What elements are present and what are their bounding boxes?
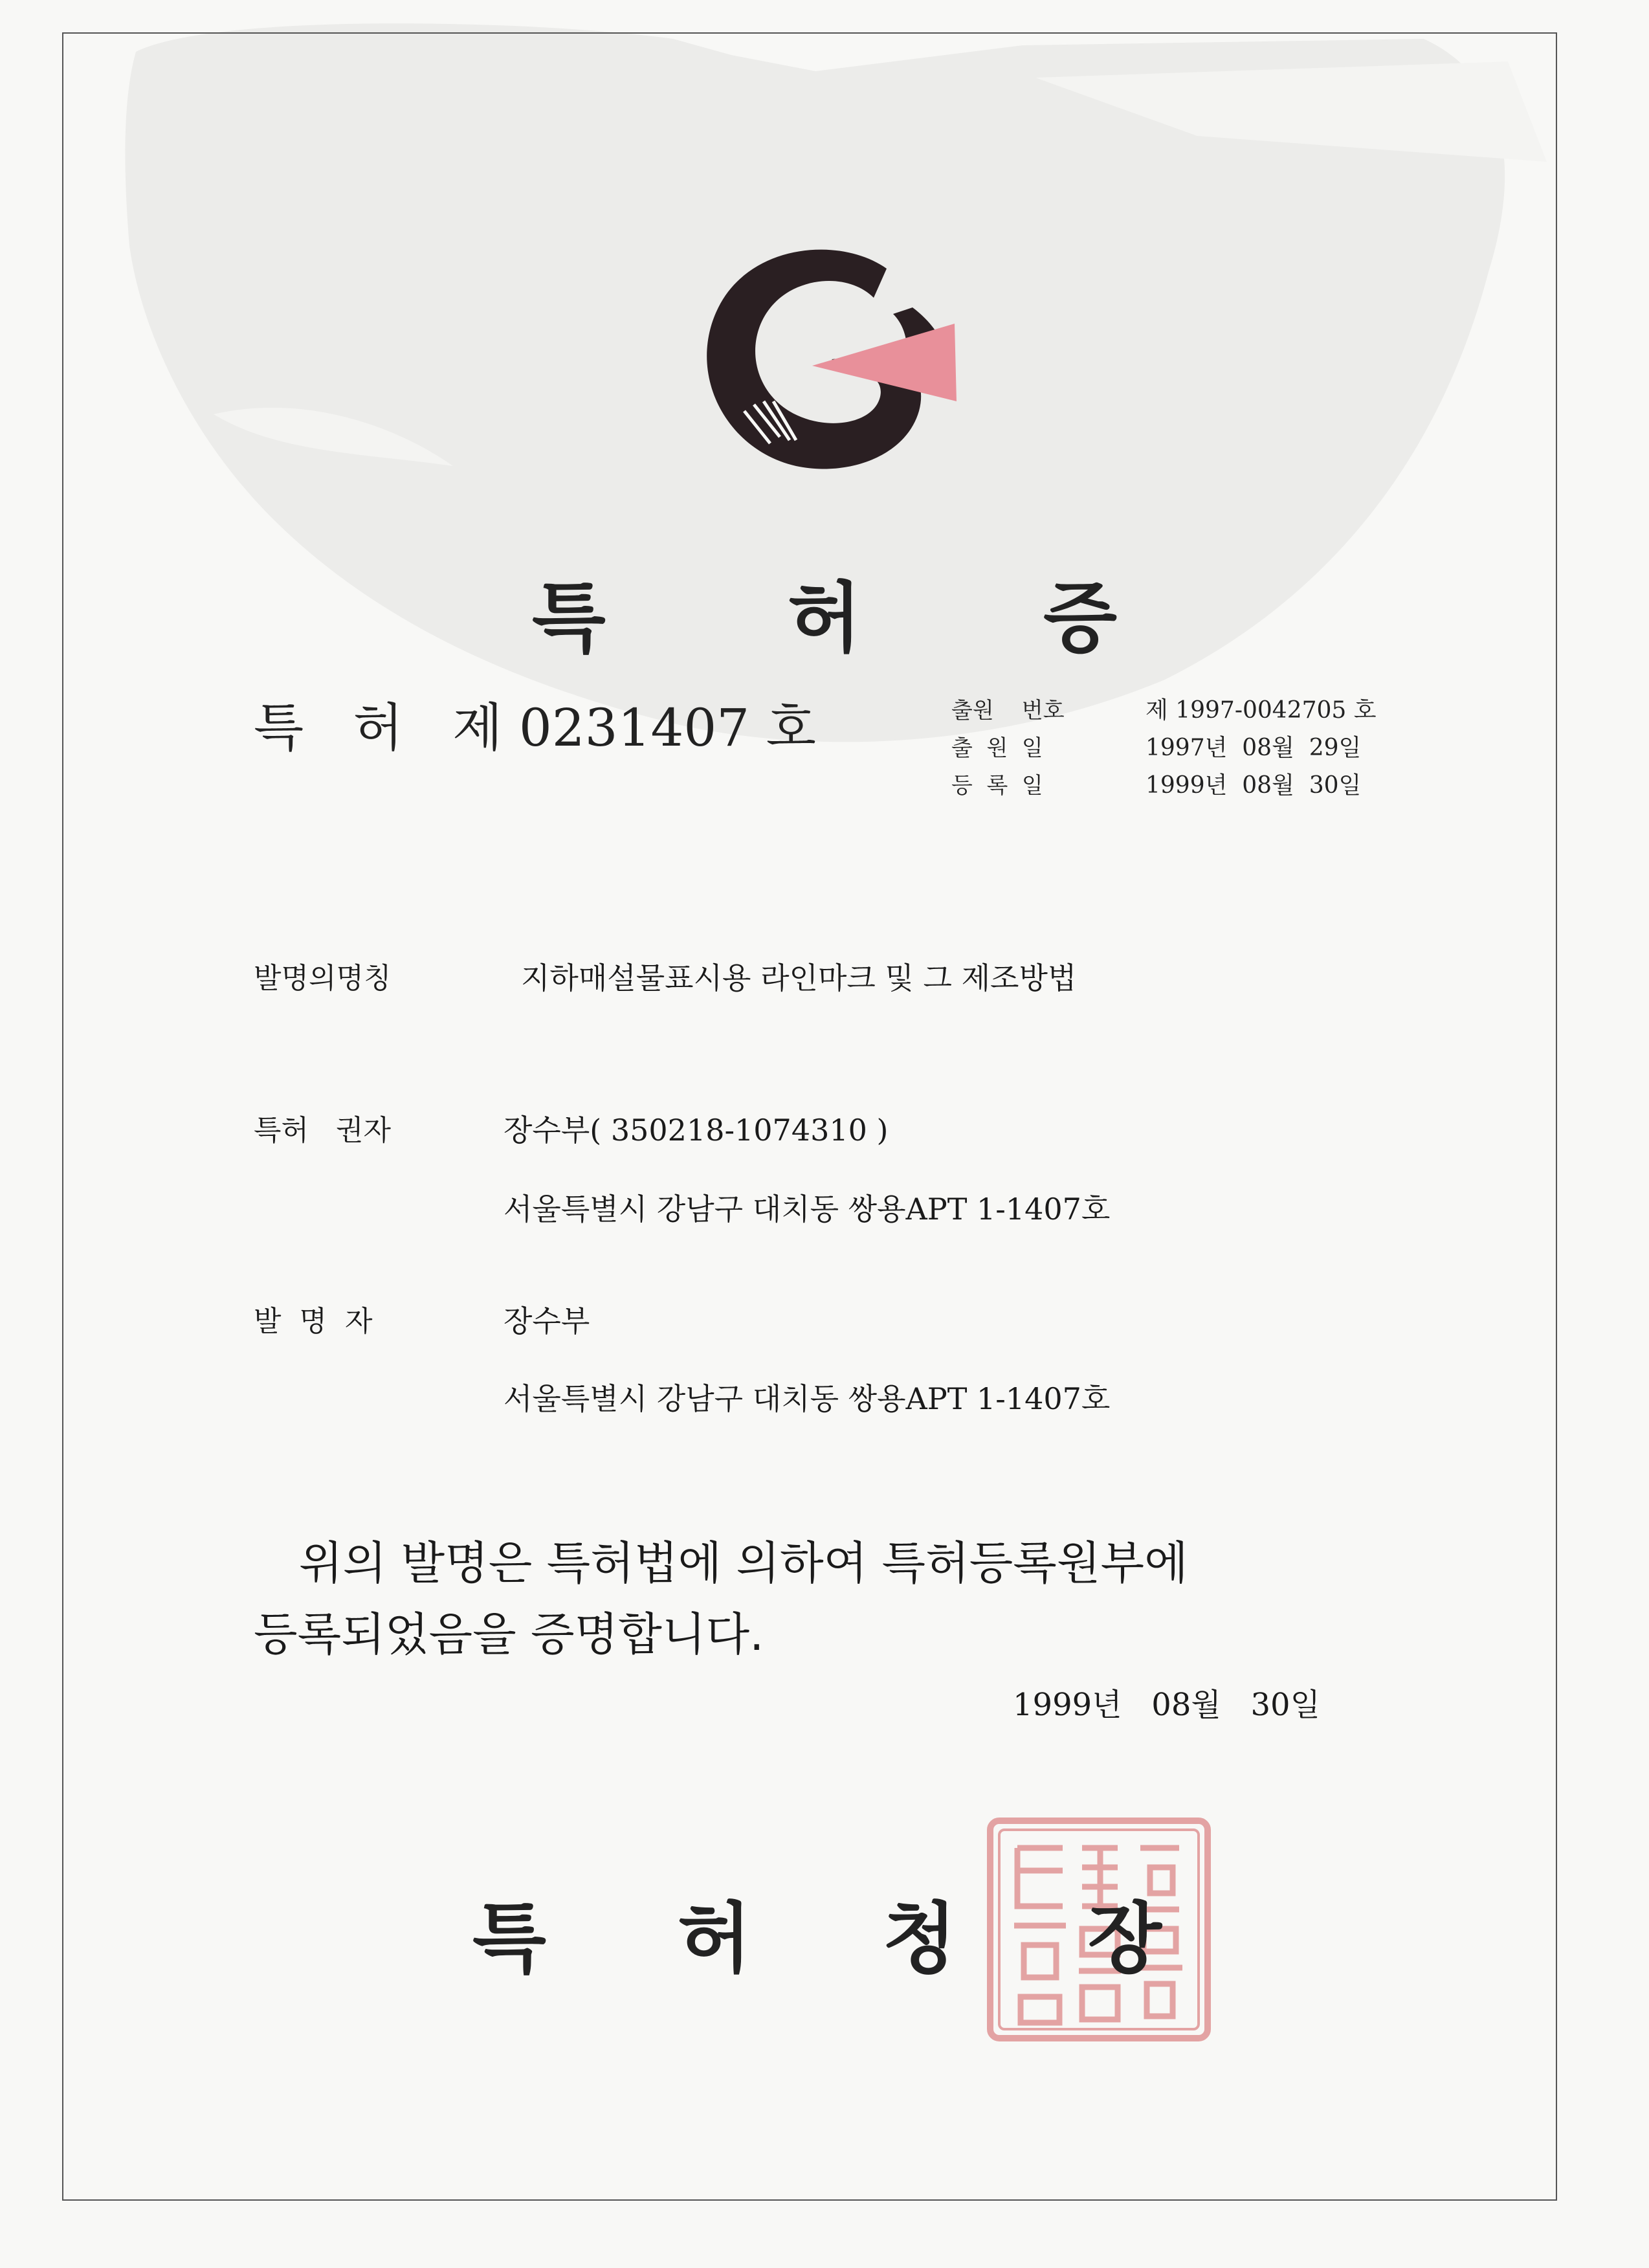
patentee-address: 서울특별시 강남구 대치동 쌍용APT 1-1407호 xyxy=(504,1192,1111,1227)
issue-date: 1999년 08월 30일 xyxy=(1013,1687,1320,1723)
filing-date-value: 1997년 08월 29일 xyxy=(1145,734,1362,761)
issuer-name xyxy=(472,1877,1293,1987)
inventor-name: 장수부 xyxy=(504,1304,590,1339)
inventor-label: 발 명 자 xyxy=(254,1305,373,1338)
patentee-label: 특허 권자 xyxy=(254,1114,391,1147)
inventor-address: 서울특별시 강남구 대치동 쌍용APT 1-1407호 xyxy=(504,1381,1111,1416)
invention-title-value: 지하매설물표시용 라인마크 및 그 제조방법 xyxy=(521,961,1077,995)
issuer-char-1: 특 xyxy=(472,1894,549,1983)
application-number-value: 제 1997-0042705 호 xyxy=(1145,696,1377,724)
issuer-char-2: 허 xyxy=(678,1894,754,1983)
registration-date-value: 1999년 08월 30일 xyxy=(1145,772,1362,799)
patent-number: 특 허 제 0231407 호 xyxy=(254,698,816,758)
statement-line-2: 등록되었음을 증명합니다. xyxy=(254,1608,764,1661)
registration-date-row xyxy=(951,764,1377,802)
filing-date-label: 출 원 일 xyxy=(951,735,1043,761)
statement-line-1: 위의 발명은 특허법에 의하여 특허등록원부에 xyxy=(299,1537,1188,1590)
certificate-title: 특 허 증 xyxy=(531,573,1195,663)
issuer-char-3: 청 xyxy=(883,1894,959,1983)
application-number-row xyxy=(951,689,1377,727)
registration-date-label: 등 록 일 xyxy=(951,772,1043,799)
patentee-name: 장수부( 350218-1074310 ) xyxy=(504,1113,889,1148)
invention-title-label: 발명의명칭 xyxy=(254,962,392,995)
government-emblem-logo xyxy=(692,243,971,476)
application-info xyxy=(951,689,1377,802)
certification-statement xyxy=(254,1528,1354,1670)
issuer-char-4: 장 xyxy=(1088,1894,1164,1983)
application-number-label: 출원 번호 xyxy=(951,697,1065,724)
filing-date-row xyxy=(951,727,1377,764)
